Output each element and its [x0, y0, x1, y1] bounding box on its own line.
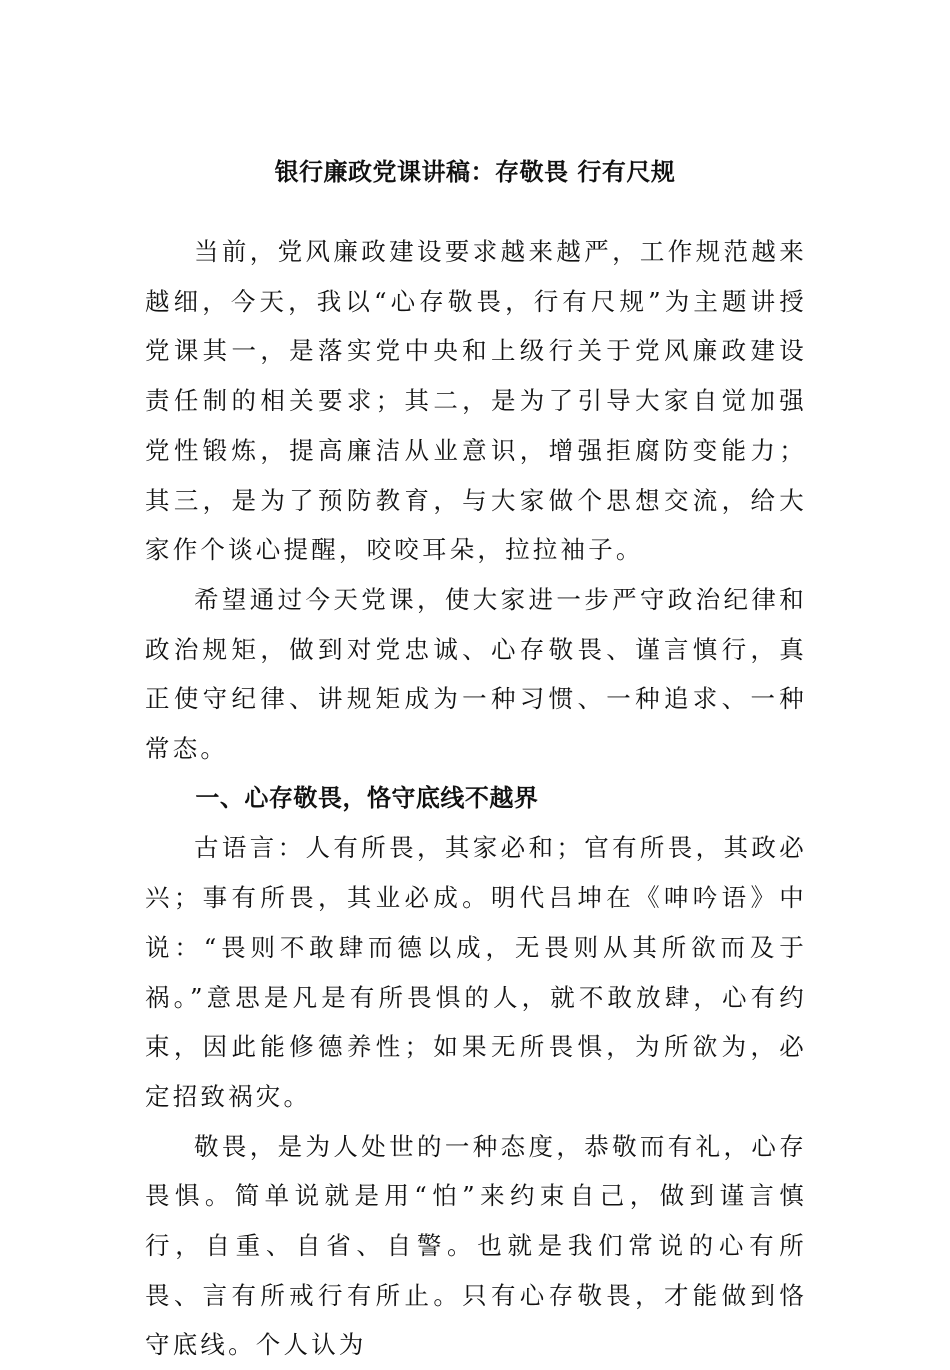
section-paragraph-2: 敬畏，是为人处世的一种态度，恭敬而有礼，心存畏惧。简单说就是用“怕”来约束自己，做到谨言慎行，自重、自省、自警。也就是我们常说的心有所畏、言有所戒行有所止。只有心存敬畏，才能做到恪守底线。个人认为 [145, 1131, 807, 1360]
intro-paragraph-1: 当前，党风廉政建设要求越来越严，工作规范越来越细，今天，我以“心存敬畏，行有尺规”为主题讲授党课其一，是落实党中央和上级行关于党风廉政建设责任制的相关要求；其二，是为了引导大家自觉加强党性锻炼，提高廉洁从业意识，增强拒腐防变能力；其三，是为了预防教育，与大家做个思想交流，给大家作个谈心提醒，咬咬耳朵，拉拉袖子。 [145, 237, 807, 565]
document-title: 银行廉政党课讲稿：存敬畏 行有尺规 [274, 158, 676, 186]
document-body [145, 227, 807, 1370]
intro-paragraph-2: 希望通过今天党课，使大家进一步严守政治纪律和政治规矩，做到对党忠诚、心存敬畏、谨言慎行，真正使守纪律、讲规矩成为一种习惯、一种追求、一种常态。 [145, 584, 807, 764]
section-heading: 一、心存敬畏，恪守底线不越界 [195, 783, 539, 812]
section-paragraph-1: 古语言：人有所畏，其家必和；官有所畏，其政必兴；事有所畏，其业必成。明代吕坤在《呻吟语》中说：“畏则不敢肆而德以成，无畏则从其所欲而及于祸。”意思是凡是有所畏惧的人，就不敢放肆，心有约束，因此能修德养性；如果无所畏惧，为所欲为，必定招致祸灾。 [145, 833, 807, 1111]
